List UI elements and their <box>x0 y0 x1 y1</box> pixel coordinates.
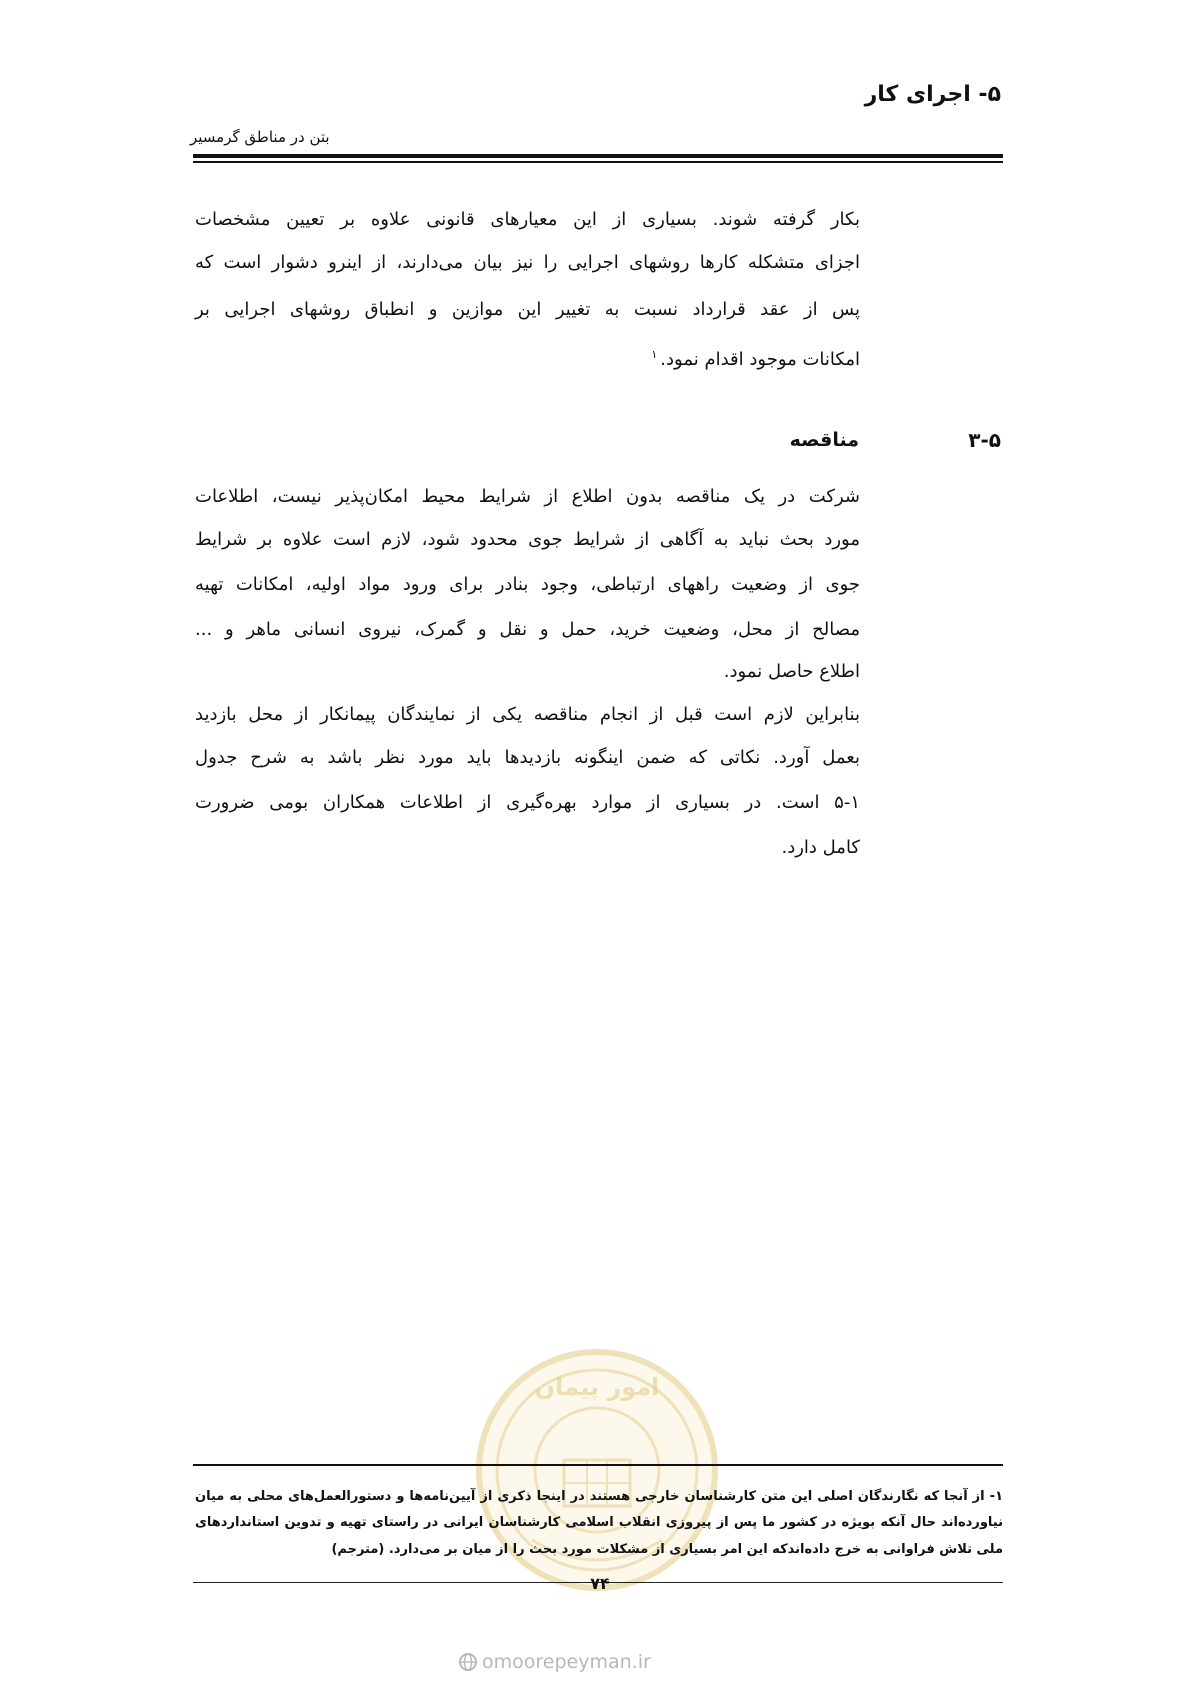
body-line: مصالح از محل، وضعیت خرید، حمل و نقل و گمرک، نیروی انسانی ماهر و ... <box>195 619 860 640</box>
section-title: مناقصه <box>789 429 859 451</box>
watermark-seal-text: امور پیمان <box>534 1373 660 1401</box>
watermark-url <box>458 1648 651 1676</box>
body-line <box>195 333 860 377</box>
footnote-line: نیاورده‌اند حال آنکه بویژه در کشور ما پس از پیروزی انقلاب اسلامی کارشناسان ایرانی در راستای تهیه و تدوین استانداردهای <box>195 1515 1003 1530</box>
body-line-text: امکانات موجود اقدام نمود. <box>660 349 860 370</box>
body-line: مورد بحث نباید به آگاهی از شرایط جوی محدود شود، لازم است علاوه بر شرایط <box>195 529 860 550</box>
header-rule <box>193 154 1003 163</box>
running-header-book-title: بتن در مناطق گرمسیر <box>190 128 330 146</box>
footnote-line: ملی تلاش فراوانی به خرج داده‌اندکه این امر بسیاری از مشکلات مورد بحث را از میان بر می‌دارد. (مترجم) <box>331 1542 1003 1557</box>
footnote-rule <box>193 1464 1003 1466</box>
body-line: بعمل آورد. نکاتی که ضمن اینگونه بازدیدها باید مورد نظر باشد به شرح جدول <box>195 747 860 768</box>
body-line: بکار گرفته شوند. بسیاری از این معیارهای قانونی علاوه بر تعیین مشخصات <box>195 209 860 230</box>
globe-icon <box>458 1652 478 1672</box>
body-line: شرکت در یک مناقصه بدون اطلاع از شرایط محیط امکان‌پذیر نیست، اطلاعات <box>195 486 860 507</box>
chapter-title: ۵- اجرای کار <box>864 82 1001 107</box>
section-number: ۳-۵ <box>968 428 1001 452</box>
footnote-line: ۱- از آنجا که نگارندگان اصلی این متن کارشناسان خارجی هستند در اینجا ذکری از آیین‌نامه‌ها و دستورالعمل‌های محلی به میان <box>195 1489 1003 1504</box>
page-number: ۷۴ <box>590 1574 610 1593</box>
body-line: جوی از وضعیت راههای ارتباطی، وجود بنادر برای ورود مواد اولیه، امکانات تهیه <box>195 574 860 595</box>
body-line: اطلاع حاصل نمود. <box>723 661 860 682</box>
body-line: پس از عقد قرارداد نسبت به تغییر این موازین و انطباق روشهای اجرایی بر <box>195 299 860 320</box>
body-line: ۵-۱ است. در بسیاری از موارد بهره‌گیری از اطلاعات همکاران بومی ضرورت <box>195 792 860 813</box>
body-line: بنابراین لازم است قبل از انجام مناقصه یکی از نمایندگان پیمانکار از محل بازدید <box>195 704 860 725</box>
body-line: اجزای متشکله کارها روشهای اجرایی را نیز بیان می‌دارند، از اینرو دشوار است که <box>195 252 860 273</box>
watermark-url-text: omoorepeyman.ir <box>482 1651 651 1673</box>
body-line: کامل دارد. <box>781 837 860 858</box>
footnote-marker: ۱ <box>651 348 658 361</box>
